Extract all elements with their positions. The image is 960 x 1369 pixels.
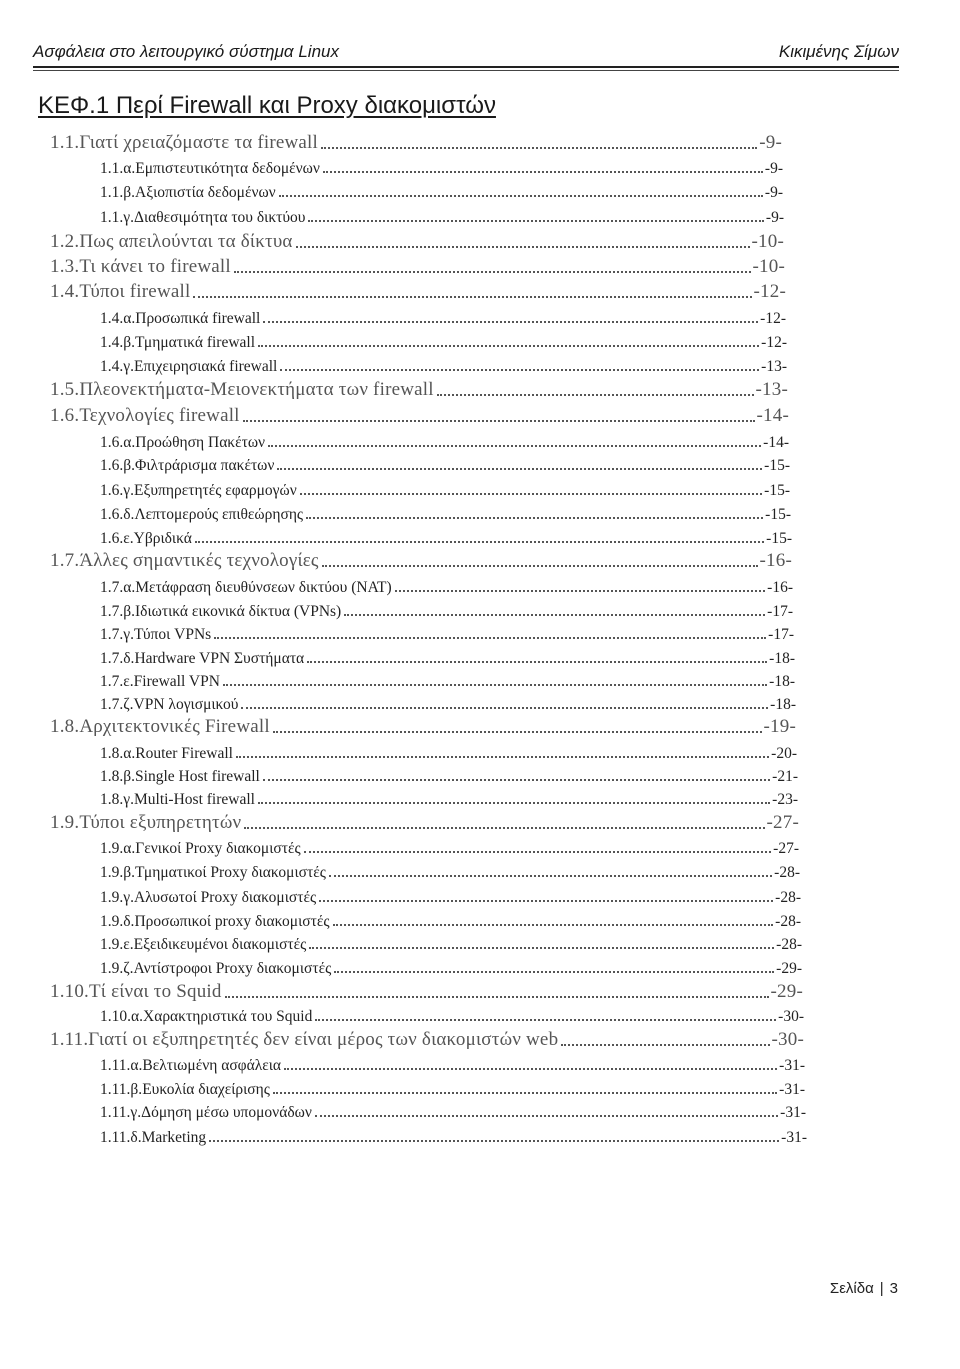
toc-entry-page: -9- — [765, 209, 784, 226]
toc-entry-number: 1.6.β. — [100, 457, 136, 474]
toc-entry-page: -15- — [766, 530, 792, 547]
toc-entry — [100, 502, 791, 524]
toc-entry-number: 1.11.δ. — [100, 1129, 142, 1146]
toc-entry-number: 1.7.α. — [100, 579, 136, 596]
toc-dot-leader — [241, 707, 768, 709]
toc-entry-number: 1.6.γ. — [100, 482, 134, 499]
toc-entry — [100, 1053, 805, 1075]
toc-entry-page: -14- — [763, 434, 789, 451]
toc-dot-leader — [225, 996, 769, 998]
toc-entry-page: -15- — [765, 506, 791, 523]
toc-entry-number: 1.6.δ. — [100, 506, 135, 523]
toc-entry-page: -20- — [771, 745, 797, 762]
toc-entry — [50, 812, 799, 834]
toc-entry-title: Τμηματικοί Proxy διακομιστές — [135, 864, 326, 881]
toc-entry-page: -15- — [764, 482, 790, 499]
toc-entry-page: -18- — [769, 673, 795, 690]
toc-dot-leader — [315, 1115, 778, 1117]
toc-entry-number: 1.6. — [50, 405, 80, 426]
toc-dot-leader — [258, 802, 770, 804]
toc-entry-page: -18- — [770, 696, 796, 713]
toc-entry-number: 1.11. — [50, 1029, 89, 1050]
toc-dot-leader — [329, 875, 772, 877]
toc-entry-number: 1.1.α. — [100, 160, 136, 177]
toc-dot-leader — [279, 195, 763, 197]
toc-dot-leader — [234, 271, 751, 273]
toc-entry-number: 1.7. — [50, 550, 80, 571]
toc-entry-title: Γενικοί Proxy διακομιστές — [135, 840, 301, 857]
toc-dot-leader — [319, 900, 773, 902]
footer-page-number: 3 — [889, 1280, 898, 1297]
toc-dot-leader — [195, 541, 764, 543]
toc-entry-title: Τεχνολογίες firewall — [79, 405, 240, 426]
toc-dot-leader — [273, 1092, 777, 1094]
toc-entry-number: 1.1.β. — [100, 184, 136, 201]
toc-entry — [100, 885, 801, 907]
toc-entry-page: -28- — [776, 936, 802, 953]
toc-entry-number: 1.7.δ. — [100, 650, 135, 667]
toc-entry-page: -31- — [780, 1104, 806, 1121]
toc-entry — [100, 1125, 807, 1147]
toc-entry-number: 1.10.α. — [100, 1008, 143, 1025]
toc-dot-leader — [323, 171, 763, 173]
toc-dot-leader — [280, 369, 759, 371]
toc-entry-title: Αλυσωτοί Proxy διακομιστές — [133, 889, 317, 906]
toc-entry-number: 1.11.β. — [100, 1081, 143, 1098]
toc-entry-page: -29- — [770, 981, 803, 1002]
toc-entry — [100, 741, 797, 763]
toc-entry — [100, 787, 798, 809]
toc-dot-leader — [258, 345, 759, 347]
toc-entry-page: -28- — [775, 913, 801, 930]
toc-entry — [100, 646, 795, 668]
toc-entry-title: Γιατί χρειαζόμαστε τα firewall — [79, 132, 318, 153]
toc-entry-page: -29- — [776, 960, 802, 977]
toc-entry — [100, 478, 790, 500]
toc-entry-page: -18- — [769, 650, 795, 667]
toc-entry — [50, 231, 784, 253]
toc-entry-number: 1.4.γ. — [100, 358, 134, 375]
toc-entry-number: 1.7.γ. — [100, 626, 134, 643]
toc-entry-title: Αντίστροφοι Proxy διακομιστές — [133, 960, 332, 977]
toc-entry-title: Τμηματικά firewall — [135, 334, 256, 351]
toc-entry-page: -13- — [755, 379, 788, 400]
toc-entry — [100, 330, 787, 352]
toc-entry — [100, 180, 783, 202]
toc-entry-number: 1.11.γ. — [100, 1104, 142, 1121]
toc-dot-leader — [309, 947, 774, 949]
toc-entry-page: -12- — [761, 334, 787, 351]
toc-entry-title: Βελτιωμένη ασφάλεια — [142, 1057, 282, 1074]
toc-entry-number: 1.1.γ. — [100, 209, 134, 226]
toc-entry-title: Ευκολία διαχείρισης — [142, 1081, 270, 1098]
toc-entry-title: Hardware VPN Συστήματα — [134, 650, 305, 667]
toc-entry-title: Ιδιωτικά εικονικά δίκτυα (VPNs) — [135, 603, 342, 620]
toc-dot-leader — [395, 590, 765, 592]
toc-entry-title: Λεπτομερούς επιθεώρησης — [134, 506, 304, 523]
toc-dot-leader — [561, 1044, 769, 1046]
toc-entry — [100, 669, 795, 691]
toc-entry-title: Multi-Host firewall — [133, 791, 255, 808]
toc-entry-number: 1.9.α. — [100, 840, 136, 857]
toc-entry-title: Μετάφραση διευθύνσεων δικτύου (NAT) — [135, 579, 392, 596]
toc-entry-number: 1.6.α. — [100, 434, 136, 451]
toc-entry-title: Υβριδικά — [133, 530, 192, 547]
toc-entry-page: -9- — [759, 132, 782, 153]
toc-entry — [50, 550, 792, 572]
toc-dot-leader — [307, 661, 767, 663]
toc-entry-number: 1.8. — [50, 716, 80, 737]
header-document-title: Ασφάλεια στο λειτουργικό σύστημα Linux — [33, 42, 339, 61]
toc-entry-number: 1.4. — [50, 281, 80, 302]
toc-dot-leader — [306, 517, 763, 519]
toc-dot-leader — [334, 971, 774, 973]
toc-dot-leader — [321, 147, 757, 149]
toc-entry — [100, 156, 783, 178]
toc-entry-title: Τύποι VPNs — [133, 626, 212, 643]
toc-entry-number: 1.5. — [50, 379, 80, 400]
toc-entry-number: 1.2. — [50, 231, 80, 252]
toc-entry — [100, 526, 792, 548]
toc-entry-title: Διαθεσιμότητα του δικτύου — [133, 209, 306, 226]
toc-entry-title: Αξιοπιστία δεδομένων — [135, 184, 276, 201]
toc-dot-leader — [209, 1140, 779, 1142]
toc-entry-page: -27- — [773, 840, 799, 857]
toc-entry — [50, 132, 782, 154]
toc-entry-number: 1.8.γ. — [100, 791, 134, 808]
toc-entry-page: -31- — [781, 1129, 807, 1146]
toc-dot-leader — [214, 637, 766, 639]
toc-entry — [100, 453, 790, 475]
toc-entry-title: Επιχειρησιακά firewall — [133, 358, 278, 375]
toc-entry-title: Προσωπικά firewall — [135, 310, 261, 327]
footer-page-label: Σελίδα — [829, 1280, 874, 1297]
toc-entry-page: -17- — [767, 603, 793, 620]
toc-entry-title: Γιατί οι εξυπηρετητές δεν είναι μέρος των διακομιστών web — [88, 1029, 559, 1050]
toc-dot-leader — [300, 493, 762, 495]
toc-entry-title: Router Firewall — [135, 745, 233, 762]
toc-entry-number: 1.4.α. — [100, 310, 136, 327]
toc-entry — [50, 379, 788, 401]
toc-dot-leader — [284, 1068, 777, 1070]
toc-entry-number: 1.8.α. — [100, 745, 136, 762]
toc-entry — [100, 622, 794, 644]
toc-entry-title: Προσωπικοί proxy διακομιστές — [134, 913, 330, 930]
toc-entry — [100, 306, 786, 328]
toc-entry — [50, 281, 786, 303]
toc-entry-title: Τύποι firewall — [79, 281, 191, 302]
toc-entry-page: -17- — [768, 626, 794, 643]
toc-entry-number: 1.9.ζ. — [100, 960, 134, 977]
toc-entry-number: 1.4.β. — [100, 334, 136, 351]
toc-entry-number: 1.1. — [50, 132, 80, 153]
toc-dot-leader — [296, 246, 750, 248]
toc-entry-number: 1.10. — [50, 981, 89, 1002]
toc-entry — [100, 1077, 805, 1099]
toc-dot-leader — [263, 779, 770, 781]
toc-entry-title: VPN λογισμικού — [133, 696, 239, 713]
toc-entry-title: Δόμηση μέσω υπομονάδων — [141, 1104, 312, 1121]
toc-entry-page: -14- — [756, 405, 789, 426]
footer-separator: | — [879, 1280, 884, 1297]
toc-entry — [100, 1004, 804, 1026]
toc-entry — [50, 256, 785, 278]
toc-entry — [50, 1029, 804, 1051]
toc-dot-leader — [236, 756, 769, 758]
toc-dot-leader — [344, 614, 765, 616]
toc-entry-number: 1.7.ε. — [100, 673, 134, 690]
toc-dot-leader — [304, 851, 772, 853]
toc-entry-title: Προώθηση Πακέτων — [135, 434, 266, 451]
toc-dot-leader — [333, 924, 774, 926]
toc-entry-title: Άλλες σημαντικές τεχνολογίες — [79, 550, 319, 571]
toc-entry-number: 1.9.β. — [100, 864, 136, 881]
toc-entry — [100, 205, 784, 227]
toc-entry — [100, 836, 799, 858]
toc-entry-page: -28- — [775, 889, 801, 906]
toc-entry-title: Εξειδικευμένοι διακομιστές — [133, 936, 307, 953]
toc-entry-title: Τι κάνει το firewall — [79, 256, 231, 277]
toc-entry — [50, 405, 789, 427]
toc-dot-leader — [193, 296, 751, 298]
toc-entry-page: -16- — [767, 579, 793, 596]
toc-entry — [100, 1100, 806, 1122]
toc-entry-number: 1.9.γ. — [100, 889, 134, 906]
toc-entry-page: -30- — [771, 1029, 804, 1050]
toc-entry-page: -10- — [752, 256, 785, 277]
toc-entry-page: -21- — [772, 768, 798, 785]
toc-entry — [50, 716, 796, 738]
toc-entry-page: -12- — [753, 281, 786, 302]
toc-entry-number: 1.9.δ. — [100, 913, 135, 930]
toc-entry — [100, 575, 793, 597]
toc-dot-leader — [223, 684, 767, 686]
toc-entry-title: Τύποι εξυπηρετητών — [79, 812, 242, 833]
toc-entry — [100, 430, 789, 452]
toc-entry — [100, 860, 800, 882]
toc-dot-leader — [273, 731, 762, 733]
toc-entry — [100, 956, 802, 978]
toc-entry-page: -13- — [761, 358, 787, 375]
toc-entry-title: Πως απειλούνται τα δίκτυα — [79, 231, 293, 252]
toc-entry-title: Τί είναι το Squid — [89, 981, 222, 1002]
toc-entry — [100, 692, 796, 714]
toc-entry-page: -9- — [764, 184, 783, 201]
toc-entry-title: Αρχιτεκτονικές Firewall — [79, 716, 270, 737]
toc-entry-number: 1.3. — [50, 256, 80, 277]
toc-entry-title: Χαρακτηριστικά του Squid — [143, 1008, 313, 1025]
toc-entry-number: 1.9.ε. — [100, 936, 134, 953]
toc-entry-page: -15- — [764, 457, 790, 474]
toc-dot-leader — [437, 394, 754, 396]
toc-entry — [100, 764, 798, 786]
toc-entry-title: Πλεονεκτήματα-Μειονεκτήματα των firewall — [79, 379, 434, 400]
toc-entry-page: -28- — [774, 864, 800, 881]
toc-entry-page: -19- — [763, 716, 796, 737]
toc-dot-leader — [322, 565, 758, 567]
toc-entry-page: -9- — [764, 160, 783, 177]
toc-entry-page: -30- — [778, 1008, 804, 1025]
toc-entry-page: -12- — [760, 310, 786, 327]
toc-entry-title: Εξυπηρετητές εφαρμογών — [133, 482, 297, 499]
toc-entry-number: 1.11.α. — [100, 1057, 143, 1074]
toc-entry-number: 1.8.β. — [100, 768, 136, 785]
header-author: Κικιμένης Σίμων — [778, 42, 899, 61]
toc-entry — [100, 909, 801, 931]
toc-dot-leader — [308, 220, 763, 222]
toc-entry — [100, 354, 787, 376]
toc-entry — [100, 599, 793, 621]
toc-dot-leader — [277, 468, 762, 470]
toc-entry-number: 1.6.ε. — [100, 530, 134, 547]
toc-entry-number: 1.7.ζ. — [100, 696, 134, 713]
toc-entry-title: Εμπιστευτικότητα δεδομένων — [135, 160, 320, 177]
toc-entry-title: Φιλτράρισμα πακέτων — [135, 457, 275, 474]
toc-entry-number: 1.9. — [50, 812, 80, 833]
toc-dot-leader — [243, 420, 755, 422]
toc-entry-page: -31- — [779, 1057, 805, 1074]
chapter-title: ΚΕΦ.1 Περί Firewall και Proxy διακομιστών — [38, 92, 496, 119]
toc-dot-leader — [268, 445, 761, 447]
toc-dot-leader — [315, 1019, 776, 1021]
toc-entry-number: 1.7.β. — [100, 603, 136, 620]
toc-entry — [50, 981, 803, 1003]
toc-entry-page: -10- — [751, 231, 784, 252]
toc-entry-title: Marketing — [141, 1129, 207, 1146]
toc-entry-title: Firewall VPN — [133, 673, 220, 690]
toc-entry-page: -27- — [766, 812, 799, 833]
toc-entry-title: Single Host firewall — [135, 768, 260, 785]
toc-dot-leader — [263, 321, 758, 323]
toc-entry-page: -23- — [772, 791, 798, 808]
page-footer — [830, 1280, 898, 1297]
toc-dot-leader — [244, 827, 764, 829]
toc-entry-page: -31- — [779, 1081, 805, 1098]
toc-entry-page: -16- — [759, 550, 792, 571]
toc-entry — [100, 932, 802, 954]
